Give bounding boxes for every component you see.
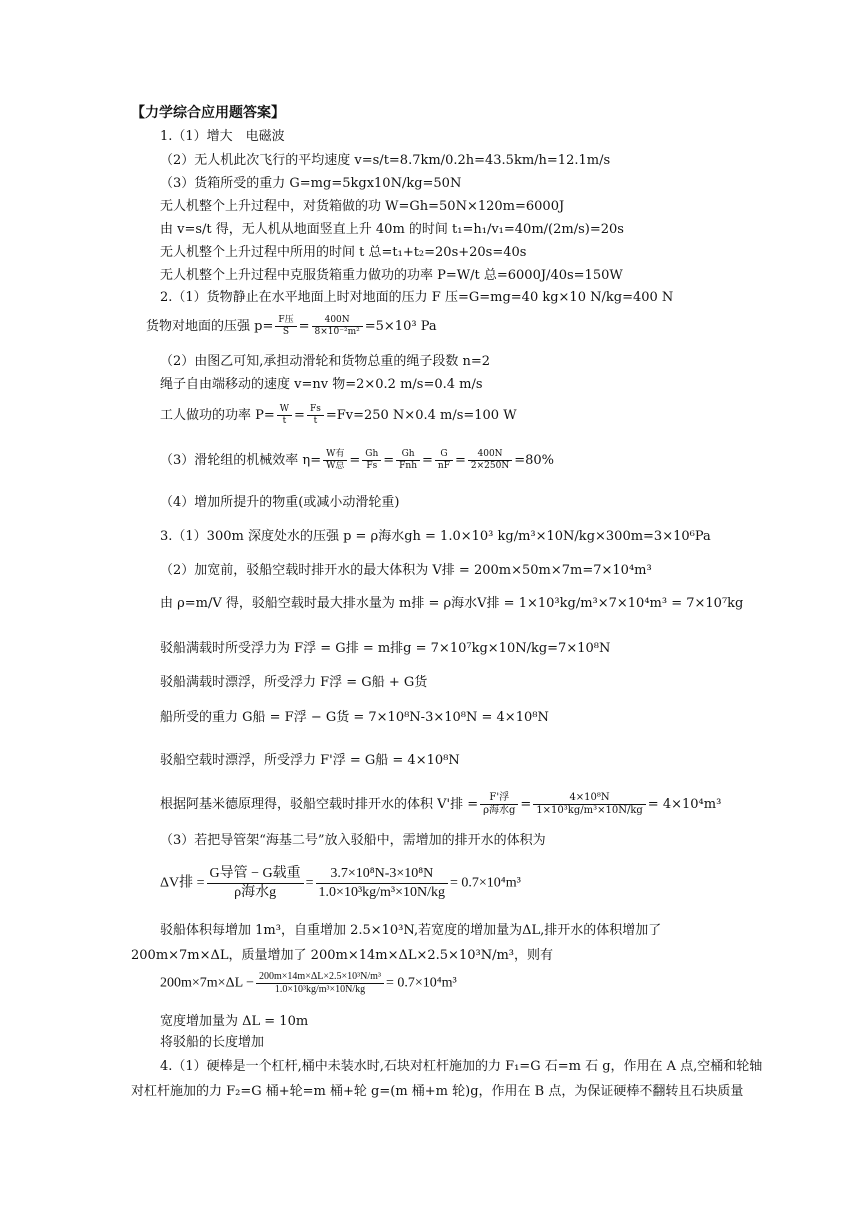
- q2-line-4: 绳子自由端移动的速度 v=nv 物=2×0.2 m/s=0.4 m/s: [160, 377, 483, 392]
- frac-numerator: Gh: [396, 449, 420, 461]
- frac-numerator: G: [435, 449, 453, 461]
- q2-power-result: =Fv=250 N×0.4 m/s=100 W: [325, 408, 517, 423]
- q2-power-frac-1: [277, 404, 292, 427]
- q2-eff-frac-2: [362, 449, 381, 472]
- q2-pressure-frac-1: [275, 315, 296, 338]
- q2-eff-frac-5: [468, 449, 512, 472]
- q3-volume-frac-2: [533, 792, 645, 817]
- frac-denominator: W总: [326, 461, 345, 471]
- frac-denominator: Fs: [366, 461, 378, 471]
- q2-power-line: 工人做功的功率 P= $\frac{W}{t}$ = $\frac{Fs}{t}$ =Fv=250 N×0.4 m/s=100 W: [160, 404, 517, 426]
- q3-line-9: （3）若把导管架“海基二号”放入驳船中，需增加的排开水的体积为: [160, 833, 546, 848]
- q3-line-6: 船所受的重力 G船 = F浮 − G货 = 7×10⁸N-3×10⁸N = 4×10⁸N: [160, 710, 549, 725]
- frac-numerator: Gh: [362, 449, 381, 461]
- q2-line-7: （4）增加所提升的物重(或减小动滑轮重): [160, 495, 400, 510]
- frac-numerator: 200m×14m×ΔL×2.5×10³N/m³: [256, 971, 384, 984]
- frac-denominator: 2×250N: [470, 461, 510, 471]
- q3-line-13: 宽度增加量为 ΔL = 10m: [160, 1014, 309, 1029]
- q3-line-5: 驳船满载时漂浮，所受浮力 F浮 = G船 + G货: [160, 675, 428, 690]
- frac-numerator: 3.7×10⁸N-3×10⁸N: [316, 865, 448, 884]
- q3-volume-line: 根据阿基米德原理得，驳船空载时排开水的体积 V'排 = $\frac{\text{F'浮}}{\text{ρ海水g}}$ = $\frac{\text{4×10⁸N}}{\text{1×10³kg/m³×10N/kg}}$ = 4×10⁴m³: [160, 792, 722, 816]
- q4-paragraph: 4.（1）硬棒是一个杠杆,桶中未装水时,石块对杠杆施加的力 F₁=G 石=m 石 g，作用在 A 点,空桶和轮轴对杠杆施加的力 F₂=G 桶+轮=m 桶+轮 g=(m 桶+m 轮)g，作用在 B 点，为保证硬棒不翻转且石块质量: [131, 1059, 763, 1099]
- q3-volume-frac-1: [480, 792, 518, 817]
- frac-denominator: 1×10³kg/m³×10N/kg: [536, 805, 643, 816]
- q2-line-1: 2.（1）货物静止在水平地面上时对地面的压力 F 压=G=mg=40 kg×10 N/kg=400 N: [160, 290, 674, 305]
- q2-efficiency-prefix: （3）滑轮组的机械效率 η=: [160, 453, 322, 468]
- q2-efficiency-line: （3）滑轮组的机械效率 η= $\frac{\text{W有}}{\text{W总}}$ = $\frac{Gh}{Fs}$ = $\frac{Gh}{\text{Fnh}}$ = $\frac{G}{nF}$ = $\frac{400N}{2\times 250N}$ =80%: [160, 449, 554, 471]
- q3-delta-prefix: ΔV排 =: [160, 875, 205, 891]
- frac-numerator: Fs: [307, 404, 324, 416]
- q3-line-1: 3.（1）300m 深度处水的压强 p = ρ海水gh = 1.0×10³ kg/m³×10N/kg×300m=3×10⁶Pa: [160, 529, 711, 544]
- frac-numerator: W有: [323, 449, 347, 461]
- q1-line-5: 由 v=s/t 得，无人机从地面竖直上升 40m 的时间 t₁=h₁/v₁=40m/(2m/s)=20s: [160, 222, 624, 237]
- q2-eff-frac-1: [323, 449, 347, 472]
- q3-delta-frac-1: [207, 865, 304, 902]
- q3-width-result: = 0.7×10⁴m³: [385, 975, 457, 991]
- q3-delta-volume-eq: ΔV排 = $\frac{\text{G导管 − G载重}}{\text{ρ海水g}}$ = $\frac{\text{3.7×10⁸N-3×10⁸N}}{\text{1.0×10³kg/m³×10N/kg}}$ = 0.7×10⁴m³: [160, 866, 521, 900]
- q1-line-7: 无人机整个上升过程中克服货箱重力做功的功率 P=W/t 总=6000J/40s=150W: [160, 268, 623, 283]
- q2-eff-frac-4: [435, 449, 453, 472]
- q2-eff-frac-3: [396, 449, 420, 472]
- frac-denominator: ρ海水g: [483, 805, 516, 816]
- q3-line-14: 将驳船的长度增加: [160, 1035, 265, 1050]
- q2-power-frac-2: [307, 404, 324, 427]
- q2-pressure-line: 货物对地面的压强 p= $\frac{\text{F压}}{S}$ = $\frac{400N}{\text{8×10⁻²m²}}$ =5×10³ Pa: [146, 315, 437, 337]
- q1-line-3: （3）货箱所受的重力 G=mg=5kgx10N/kg=50N: [160, 176, 462, 191]
- q3-line-3: 由 ρ=m/V 得，驳船空载时最大排水量为 m排 = ρ海水V排 = 1×10³kg/m³×7×10⁴m³ = 7×10⁷kg: [160, 596, 744, 611]
- q3-paragraph-width: 驳船体积每增加 1m³，自重增加 2.5×10³N,若宽度的增加量为ΔL,排开水的体积增加了 200m×7m×ΔL，质量增加了 200m×14m×ΔL×2.5×10³N/m³，则有: [131, 923, 662, 963]
- q2-efficiency-result: =80%: [514, 453, 554, 468]
- q1-line-6: 无人机整个上升过程中所用的时间 t 总=t₁+t₂=20s+20s=40s: [160, 245, 527, 260]
- frac-denominator: ρ海水g: [234, 885, 277, 900]
- frac-numerator: F压: [275, 315, 296, 327]
- q3-width-frac: [256, 971, 384, 996]
- q3-delta-result: = 0.7×10⁴m³: [450, 875, 521, 891]
- frac-denominator: nF: [437, 461, 450, 471]
- q3-width-eq: [160, 971, 457, 996]
- frac-denominator: 8×10⁻²m²: [314, 327, 360, 337]
- frac-denominator: t: [282, 416, 287, 426]
- q2-pressure-prefix: 货物对地面的压强 p=: [146, 319, 274, 334]
- frac-denominator: S: [282, 327, 290, 337]
- q2-pressure-result: =5×10³ Pa: [364, 319, 437, 334]
- q3-width-prefix: 200m×7m×ΔL −: [160, 975, 255, 991]
- q2-power-prefix: 工人做功的功率 P=: [160, 408, 275, 423]
- frac-denominator: t: [313, 416, 318, 426]
- frac-numerator: 400N: [312, 315, 363, 327]
- q3-volume-result: = 4×10⁴m³: [647, 797, 722, 812]
- q1-line-2: （2）无人机此次飞行的平均速度 v=s/t=8.7km/0.2h=43.5km/h=12.1m/s: [160, 153, 611, 168]
- page-title: 【力学综合应用题答案】: [131, 105, 285, 121]
- frac-numerator: G导管 − G载重: [207, 865, 304, 884]
- q3-line-2: （2）加宽前，驳船空载时排开水的最大体积为 V排 = 200m×50m×7m=7×10⁴m³: [160, 563, 652, 578]
- frac-denominator: 1.0×10³kg/m³×10N/kg: [274, 984, 366, 995]
- q2-pressure-frac-2: [312, 315, 363, 338]
- frac-numerator: 4×10⁸N: [533, 792, 645, 805]
- q2-line-3: （2）由图乙可知,承担动滑轮和货物总重的绳子段数 n=2: [160, 354, 491, 369]
- q3-delta-frac-2: [316, 865, 448, 902]
- frac-numerator: F'浮: [480, 792, 518, 805]
- frac-numerator: W: [277, 404, 292, 416]
- frac-numerator: 400N: [468, 449, 512, 461]
- frac-denominator: Fnh: [399, 461, 418, 471]
- q3-line-7: 驳船空载时漂浮，所受浮力 F'浮 = G船 = 4×10⁸N: [160, 753, 460, 768]
- q1-line-1: 1.（1）增大 电磁波: [160, 129, 285, 144]
- q1-line-4: 无人机整个上升过程中，对货箱做的功 W=Gh=50N×120m=6000J: [160, 199, 565, 214]
- frac-denominator: 1.0×10³kg/m³×10N/kg: [318, 885, 446, 900]
- q3-volume-prefix: 根据阿基米德原理得，驳船空载时排开水的体积 V'排 =: [160, 797, 479, 812]
- q3-line-4: 驳船满载时所受浮力为 F浮 = G排 = m排g = 7×10⁷kg×10N/kg=7×10⁸N: [160, 641, 611, 656]
